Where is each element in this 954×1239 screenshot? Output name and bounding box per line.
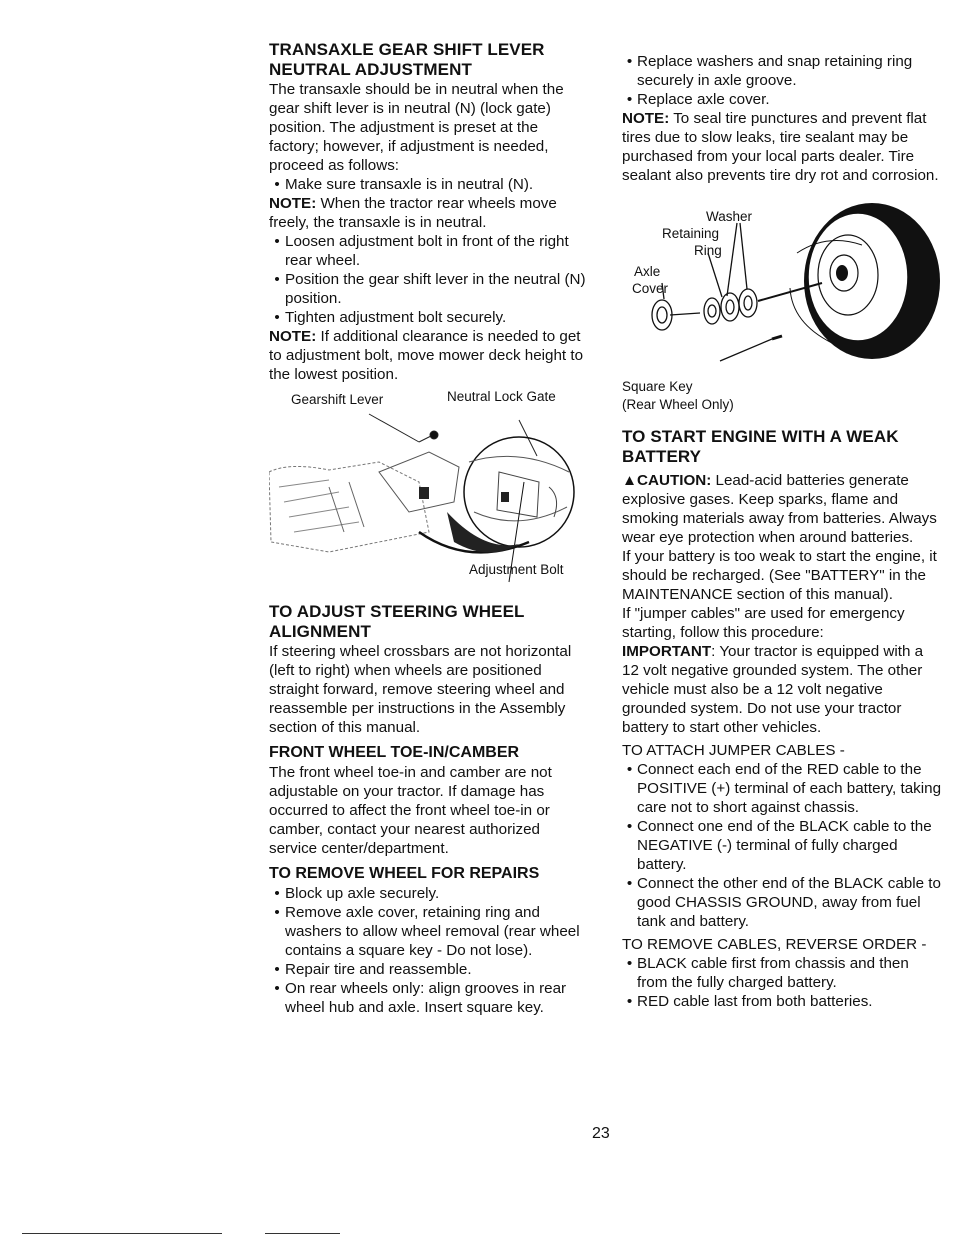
label-adjustment-bolt: Adjustment Bolt bbox=[469, 562, 564, 577]
list-item: • On rear wheels only: align grooves in rear wheel hub and axle. Insert square key. bbox=[269, 979, 589, 1017]
caution-paragraph: ▲CAUTION: Lead-acid batteries generate explosive gases. Keep sparks, flame and smoking materials away from batteries. Always wear eye protection when around batteries. bbox=[622, 472, 937, 546]
list-item: • Block up axle securely. bbox=[269, 884, 589, 903]
remove-wheel-steps bbox=[269, 884, 589, 1017]
list-item: • Replace axle cover. bbox=[622, 90, 942, 109]
list-item: • Loosen adjustment bolt in front of the right rear wheel. bbox=[269, 232, 589, 270]
remove-cables-steps bbox=[622, 954, 942, 1011]
bottom-rule-right bbox=[265, 1233, 340, 1234]
label-retaining: Retaining bbox=[662, 226, 720, 241]
transaxle-steps-1 bbox=[269, 175, 589, 194]
remove-cables-heading: TO REMOVE CABLES, REVERSE ORDER - bbox=[622, 936, 927, 953]
reassembly-steps bbox=[622, 52, 942, 109]
list-item: • Connect each end of the RED cable to the POSITIVE (+) terminal of each battery, taking care not to short against chassis. bbox=[622, 760, 942, 817]
label-square-key: Square Key bbox=[622, 379, 693, 394]
transaxle-paragraph: The transaxle should be in neutral when the gear shift lever is in neutral (N) (lock gate) position. The adjustment is preset at the factory; however, if adjustment is needed, proceed as follows: bbox=[269, 81, 564, 174]
label-washer: Washer bbox=[706, 209, 753, 224]
list-item: • Make sure transaxle is in neutral (N). bbox=[269, 175, 589, 194]
list-item: • Connect one end of the BLACK cable to the NEGATIVE (-) terminal of fully charged battery. bbox=[622, 817, 942, 874]
list-item: • RED cable last from both batteries. bbox=[622, 992, 942, 1011]
warning-triangle-icon: ▲ bbox=[622, 472, 638, 489]
steering-paragraph: If steering wheel crossbars are not horizontal (left to right) when wheels are positioned straight forward, remove steering wheel and reassemble per instructions in the Assembly section of this manual. bbox=[269, 643, 572, 736]
note-clearance: NOTE: If additional clearance is needed to get to adjustment bolt, move mower deck height to the lowest position. bbox=[269, 328, 584, 383]
label-rear-wheel-only: (Rear Wheel Only) bbox=[622, 397, 734, 412]
heading-toe-in-camber: FRONT WHEEL TOE-IN/CAMBER bbox=[269, 744, 520, 761]
note-rear-wheels: NOTE: When the tractor rear wheels move freely, the transaxle is in neutral. bbox=[269, 195, 557, 231]
page-number: 23 bbox=[592, 1125, 610, 1142]
transaxle-steps-2 bbox=[269, 232, 589, 327]
attach-cables-heading: TO ATTACH JUMPER CABLES - bbox=[622, 742, 845, 759]
heading-steering: TO ADJUST STEERING WHEEL ALIGNMENT bbox=[269, 602, 525, 641]
label-cover: Cover bbox=[632, 281, 669, 296]
list-item: • Position the gear shift lever in the neutral (N) position. bbox=[269, 270, 589, 308]
label-ring: Ring bbox=[694, 243, 722, 258]
list-item: • Tighten adjustment bolt securely. bbox=[269, 308, 589, 327]
label-axle: Axle bbox=[634, 264, 661, 279]
heading-transaxle: TRANSAXLE GEAR SHIFT LEVER NEUTRAL ADJUSTMENT bbox=[269, 40, 545, 79]
list-item: • BLACK cable first from chassis and then from the fully charged battery. bbox=[622, 954, 942, 992]
right-column bbox=[622, 52, 942, 1011]
list-item: • Remove axle cover, retaining ring and washers to allow wheel removal (rear wheel contains a square key - Do not lose). bbox=[269, 903, 589, 960]
label-neutral-lock-gate: Neutral Lock Gate bbox=[447, 389, 556, 404]
gearshift-figure bbox=[269, 389, 589, 592]
attach-cables-steps bbox=[622, 760, 942, 931]
list-item: • Connect the other end of the BLACK cable to good CHASSIS GROUND, away from fuel tank and battery. bbox=[622, 874, 942, 931]
list-item: • Repair tire and reassemble. bbox=[269, 960, 589, 979]
list-item: • Replace washers and snap retaining ring securely in axle groove. bbox=[622, 52, 942, 90]
heading-remove-wheel: TO REMOVE WHEEL FOR REPAIRS bbox=[269, 865, 540, 882]
left-column bbox=[269, 40, 589, 1017]
heading-weak-battery: TO START ENGINE WITH A WEAK BATTERY bbox=[622, 427, 899, 466]
weak-battery-paragraph: If your battery is too weak to start the engine, it should be recharged. (See "BATTERY" in the MAINTENANCE section of this manual). bbox=[622, 548, 937, 603]
bottom-rule-left bbox=[22, 1233, 222, 1234]
label-gearshift-lever: Gearshift Lever bbox=[291, 392, 384, 407]
toe-in-paragraph: The front wheel toe-in and camber are not adjustable on your tractor. If damage has occurred to affect the front wheel toe-in or camber, contact your nearest authorized service center/department. bbox=[269, 764, 552, 857]
important-paragraph: IMPORTANT: Your tractor is equipped with a 12 volt negative grounded system. The other vehicle must also be a 12 volt negative grounded system. Do not use your tractor battery to start other vehicles. bbox=[622, 643, 924, 736]
wheel-figure bbox=[622, 193, 942, 413]
jumper-paragraph: If "jumper cables" are used for emergency starting, follow this procedure: bbox=[622, 605, 905, 641]
note-tire-sealant: NOTE: To seal tire punctures and prevent flat tires due to slow leaks, tire sealant may be purchased from your local parts dealer. Tire sealant also prevents tire dry rot and corrosion. bbox=[622, 110, 939, 184]
